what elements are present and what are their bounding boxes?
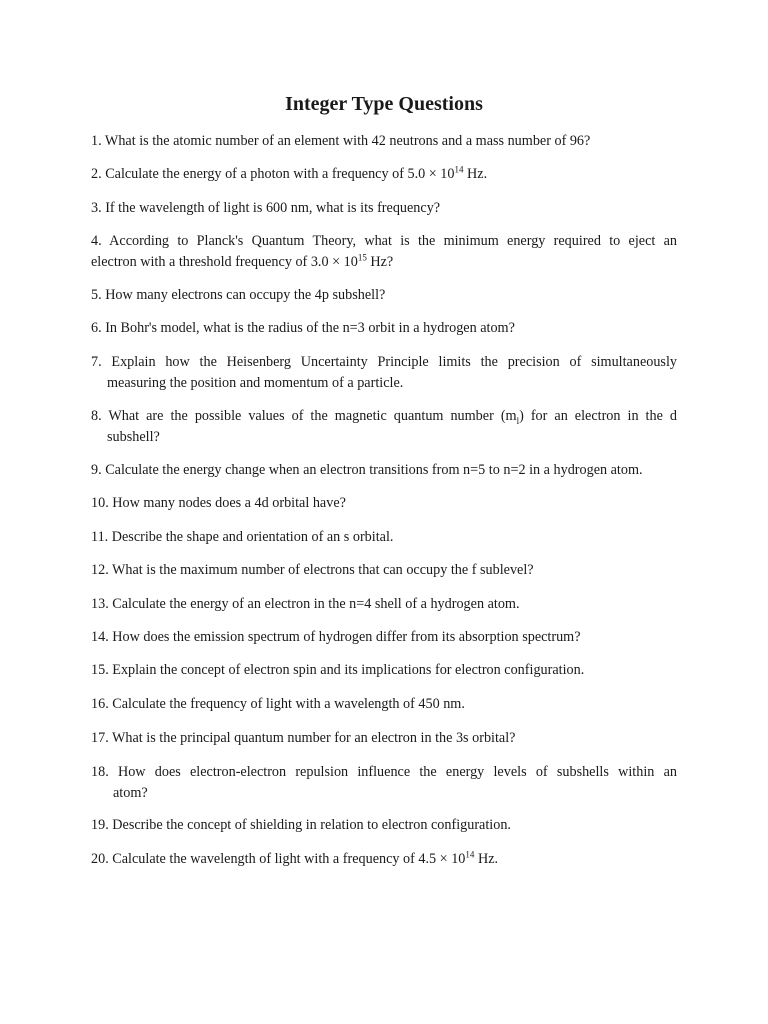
question-2-text: 2. Calculate the energy of a photon with a frequency of 5.0 × 10 [91, 166, 455, 182]
question-11: 11. Describe the shape and orientation of an s orbital. [91, 529, 394, 545]
question-4-unit: Hz? [366, 254, 394, 270]
question-2-unit: Hz. [463, 166, 488, 182]
question-2-exponent: 14 [454, 164, 464, 175]
question-10: 10. How many nodes does a 4d orbital have? [91, 495, 346, 511]
question-4-exponent: 15 [357, 252, 367, 263]
question-8-text-end: ) for an electron in the d [519, 408, 677, 424]
question-20-text: 20. Calculate the wavelength of light with a frequency of 4.5 × 10 [91, 851, 466, 867]
question-20-exponent: 14 [465, 849, 475, 860]
question-9: 9. Calculate the energy change when an electron transitions from n=5 to n=2 in a hydrogen atom. [91, 462, 643, 478]
question-4 [91, 231, 677, 273]
question-4-line-2 [91, 252, 677, 273]
question-12: 12. What is the maximum number of electrons that can occupy the f sublevel? [91, 562, 534, 578]
question-8-text: 8. What are the possible values of the magnetic quantum number (m [91, 408, 517, 424]
question-1: 1. What is the atomic number of an element with 42 neutrons and a mass number of 96? [91, 133, 591, 149]
question-4-text: electron with a threshold frequency of 3.0 × 10 [91, 254, 358, 270]
question-8 [91, 406, 677, 448]
question-14: 14. How does the emission spectrum of hydrogen differ from its absorption spectrum? [91, 629, 581, 645]
page-title: Integer Type Questions [285, 93, 483, 115]
question-5: 5. How many electrons can occupy the 4p subshell? [91, 287, 386, 303]
question-7-line-1: 7. Explain how the Heisenberg Uncertainty Principle limits the precision of simultaneously [91, 354, 677, 370]
question-2 [91, 164, 677, 185]
question-7 [91, 352, 677, 394]
question-6: 6. In Bohr's model, what is the radius of the n=3 orbit in a hydrogen atom? [91, 320, 515, 336]
question-18 [91, 762, 677, 804]
question-20-unit: Hz. [474, 851, 499, 867]
question-8-subscript: l [516, 415, 520, 426]
question-18-line-1: 18. How does electron-electron repulsion influence the energy levels of subshells within an [91, 764, 677, 780]
question-16: 16. Calculate the frequency of light with a wavelength of 450 nm. [91, 696, 465, 712]
question-13: 13. Calculate the energy of an electron in the n=4 shell of a hydrogen atom. [91, 596, 520, 612]
question-8-line-2: subshell? [107, 429, 160, 445]
question-4-line-1: 4. According to Planck's Quantum Theory, what is the minimum energy required to eject an [91, 233, 677, 249]
question-17: 17. What is the principal quantum number for an electron in the 3s orbital? [91, 730, 516, 746]
question-20 [91, 849, 677, 870]
question-18-line-2: atom? [113, 785, 148, 801]
question-15: 15. Explain the concept of electron spin and its implications for electron configuration. [91, 662, 585, 678]
question-19: 19. Describe the concept of shielding in relation to electron configuration. [91, 817, 511, 833]
question-8-line-1 [91, 406, 677, 427]
question-7-line-2: measuring the position and momentum of a particle. [107, 375, 404, 391]
question-3: 3. If the wavelength of light is 600 nm, what is its frequency? [91, 200, 441, 216]
